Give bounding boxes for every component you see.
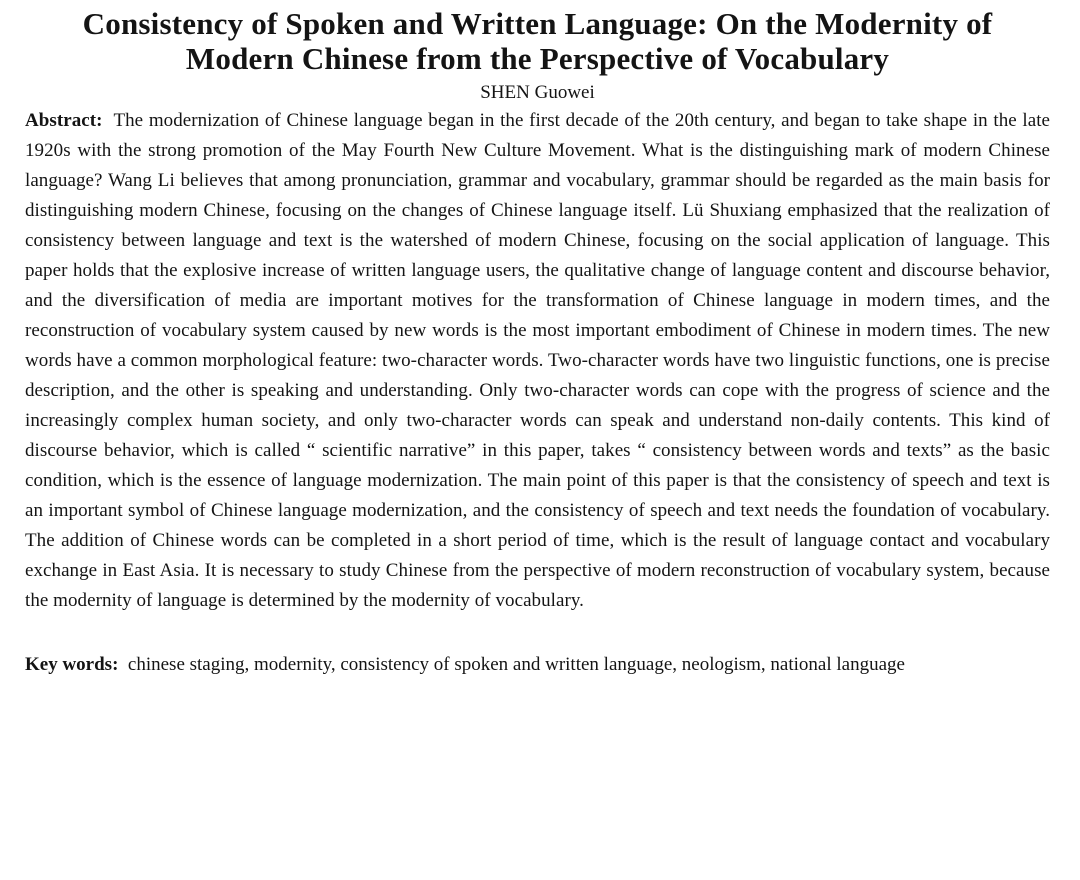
keywords-label: Key words: <box>25 654 119 675</box>
title-line-2: Modern Chinese from the Perspective of Vocabulary <box>185 41 890 76</box>
abstract-label: Abstract: <box>25 110 103 131</box>
abstract-paragraph <box>25 106 1050 616</box>
paper-page <box>25 6 1050 680</box>
keywords-text: chinese staging, modernity, consistency of spoken and written language, neologism, national language <box>127 654 905 675</box>
paper-title <box>25 6 1050 76</box>
author-name: SHEN Guowei <box>480 82 595 103</box>
abstract-text: The modernization of Chinese language began in the first decade of the 20th century, and began to take shape in the late 1920s with the strong promotion of the May Fourth New Culture Movement. What is the distinguishing mark of modern Chinese language? Wang Li believes that among pronunciation, grammar and vocabulary, grammar should be regarded as the main basis for distinguishing modern Chinese, focusing on the changes of Chinese language itself. Lü Shuxiang emphasized that the realization of consistency between language and text is the watershed of modern Chinese, focusing on the social application of language. This paper holds that the explosive increase of written language users, the qualitative change of language content and discourse behavior, and the diversification of media are important motives for the transformation of Chinese language in modern times, and the reconstruction of vocabulary system caused by new words is the most important embodiment of Chinese in modern times. The new words have a common morphological feature: two-character words. Two-character words have two linguistic functions, one is precise description, and the other is speaking and understanding. Only two-character words can cope with the progress of science and the increasingly complex human society, and only two-character words can speak and understand non-daily contents. This kind of discourse behavior, which is called “ scientific narrative” in this paper, takes “ consistency between words and texts” as the basic condition, which is the essence of language modernization. The main point of this paper is that the consistency of speech and text is an important symbol of Chinese language modernization, and the consistency of speech and text needs the foundation of vocabulary. The addition of Chinese words can be completed in a short period of time, which is the result of language contact and vocabulary exchange in East Asia. It is necessary to study Chinese from the perspective of modern reconstruction of vocabulary system, because the modernity of language is determined by the modernity of vocabulary. <box>25 110 1051 611</box>
title-line-1: Consistency of Spoken and Written Language: On the Modernity of <box>82 6 993 41</box>
keywords-paragraph <box>25 650 1050 680</box>
